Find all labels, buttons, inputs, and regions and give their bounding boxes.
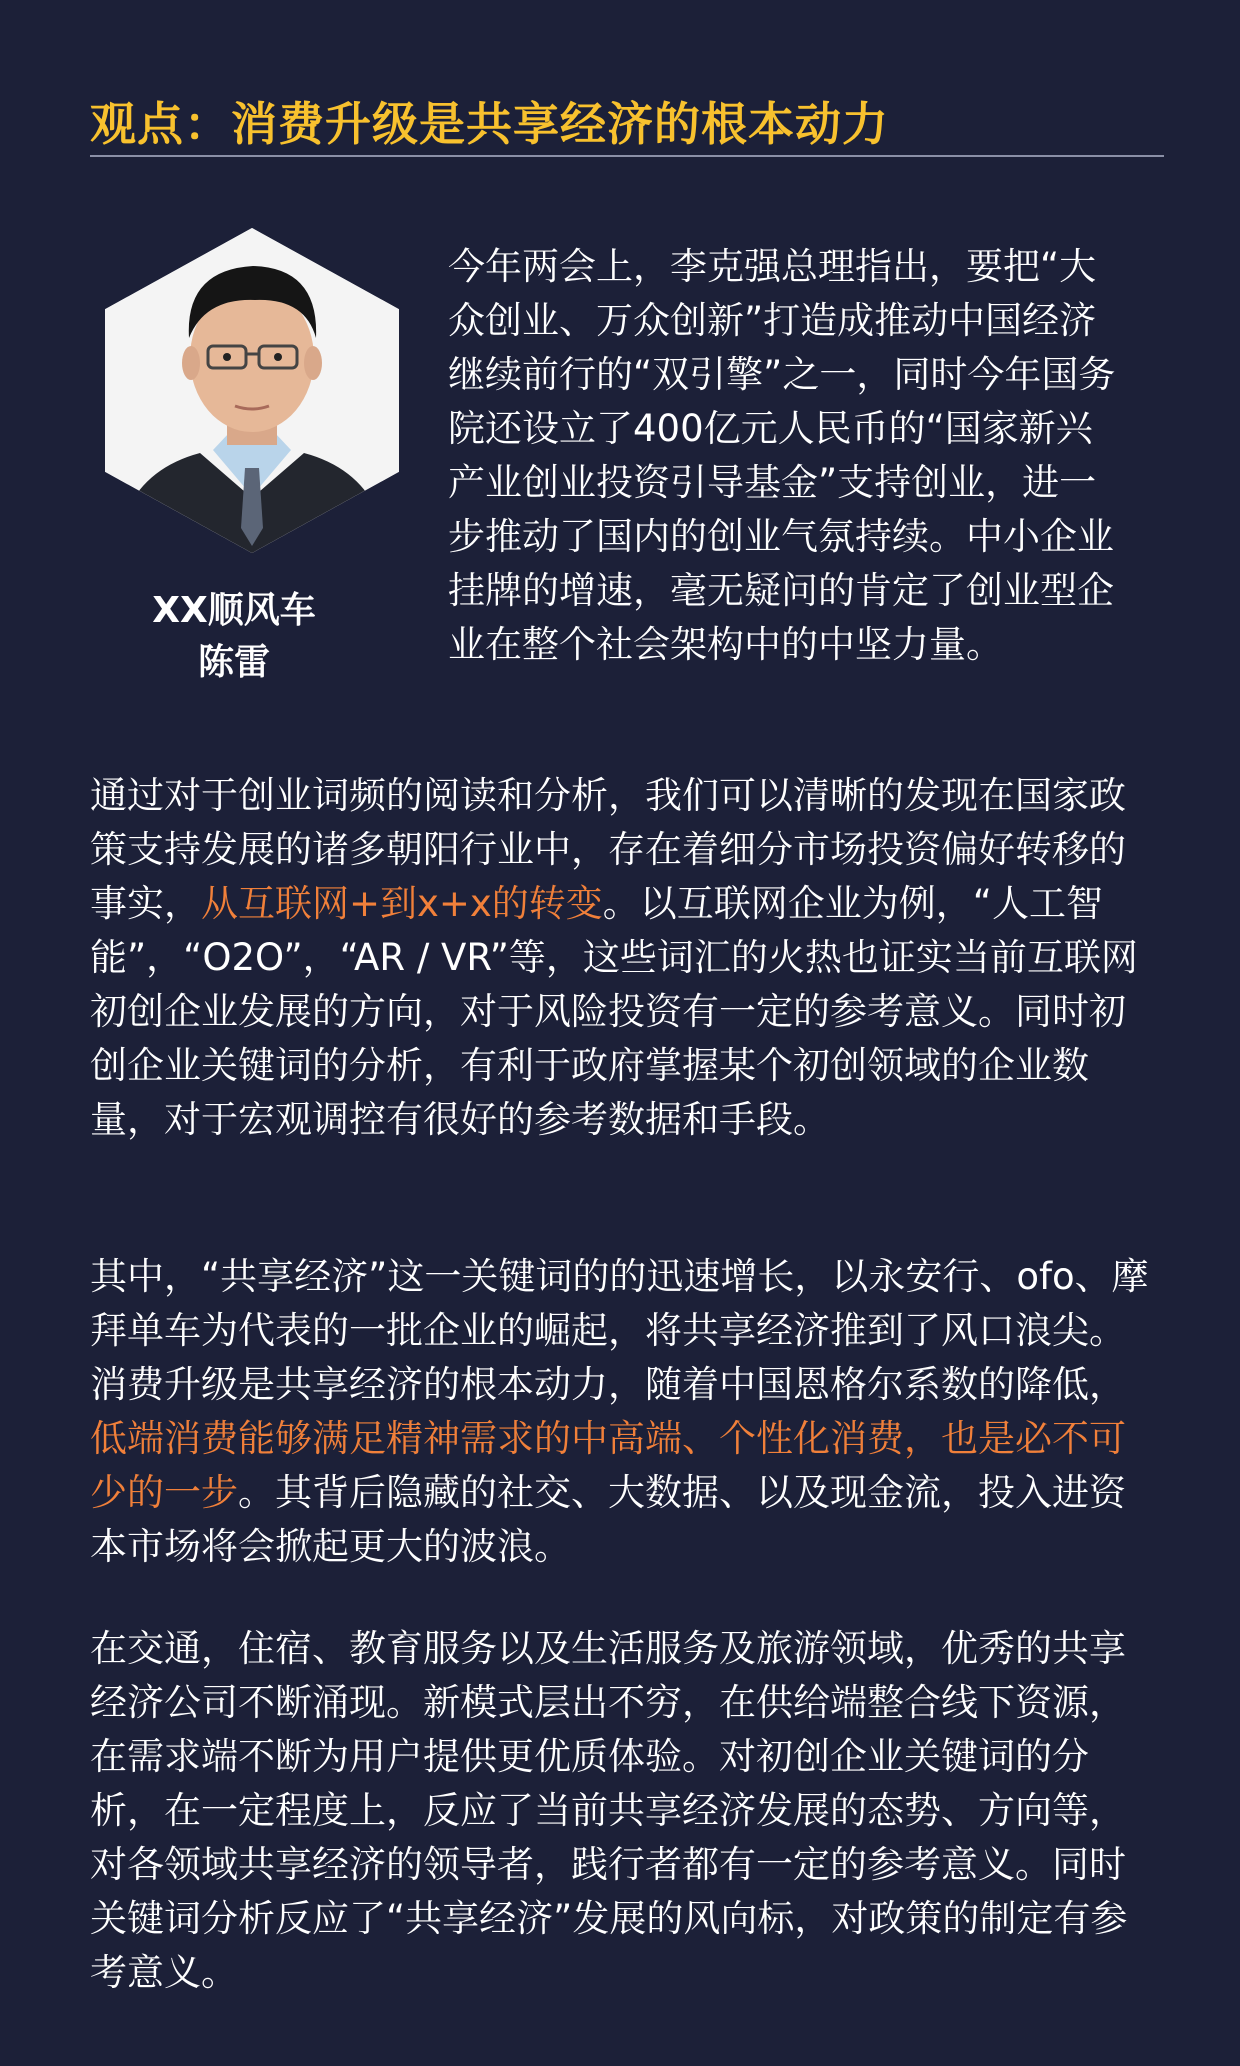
paragraph-2 xyxy=(90,1250,1154,1574)
speaker-name: 陈雷 xyxy=(197,642,270,683)
paragraph-1-highlight: 从互联网+到x+x的转变 xyxy=(201,882,603,925)
paragraph-1-text-end: 。以互联网企业为例，“人工智能”，“O2O”，“AR / VR”等，这些词汇的火热也证实当前互联网初创企业发展的方向，对于风险投资有一定的参考意义。同时初创企业关键词的分析，有利于政府掌握某个初创领域的企业数量，对于宏观调控有很好的参考数据和手段。 xyxy=(90,882,1138,1141)
title-divider xyxy=(90,155,1164,157)
portrait-illustration xyxy=(105,228,399,553)
paragraph-1 xyxy=(90,769,1154,1147)
intro-paragraph: 今年两会上，李克强总理指出，要把“大众创业、万众创新”打造成推动中国经济继续前行的“双引擎”之一，同时今年国务院还设立了400亿元人民币的“国家新兴产业创业投资引导基金”支持创业，进一步推动了国内的创业气氛持续。中小企业挂牌的增速，毫无疑问的肯定了创业型企业在整个社会架构中的中坚力量。 xyxy=(448,245,1116,666)
speaker-caption xyxy=(90,585,378,689)
paragraph-2-text-start: 其中，“共享经济”这一关键词的的迅速增长，以永安行、ofo、摩拜单车为代表的一批企业的崛起，将共享经济推到了风口浪尖。消费升级是共享经济的根本动力，随着中国恩格尔系数的降低， xyxy=(90,1255,1149,1406)
speaker-portrait xyxy=(105,228,399,553)
page-title: 观点：消费升级是共享经济的根本动力 xyxy=(90,97,889,151)
paragraph-3: 在交通，住宿、教育服务以及生活服务及旅游领域，优秀的共享经济公司不断涌现。新模式层出不穷，在供给端整合线下资源，在需求端不断为用户提供更优质体验。对初创企业关键词的分析，在一定程度上，反应了当前共享经济发展的态势、方向等，对各领域共享经济的领导者，践行者都有一定的参考意义。同时关键词分析反应了“共享经济”发展的风向标，对政策的制定有参考意义。 xyxy=(90,1627,1128,1994)
paragraph-2-highlight: 低端消费能够满足精神需求的中高端、个性化消费，也是必不可少的一步 xyxy=(90,1417,1126,1514)
paragraph-1-text-start: 通过对于创业词频的阅读和分析，我们可以清晰的发现在国家政策支持发展的诸多朝阳行业中，存在着细分市场投资偏好转移的事实， xyxy=(90,774,1126,925)
speaker-company: XX顺风车 xyxy=(152,590,316,631)
paragraph-2-text-end: 。其背后隐藏的社交、大数据、以及现金流，投入进资本市场将会掀起更大的波浪。 xyxy=(90,1471,1126,1568)
